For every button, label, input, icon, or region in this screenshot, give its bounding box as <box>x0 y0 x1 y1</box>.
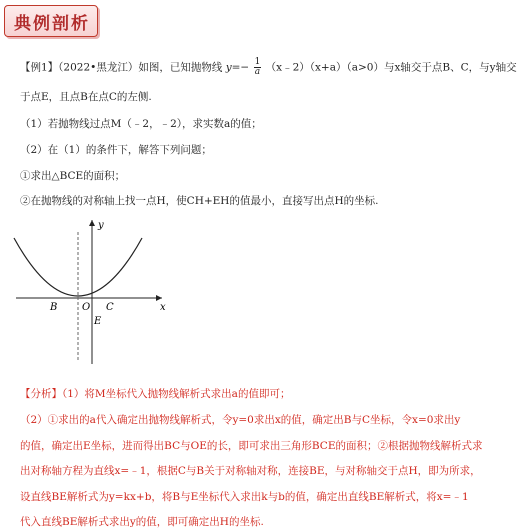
banner-title: 典例剖析 <box>14 14 90 34</box>
problem-line-2: 于点E，且点B在点C的左侧. <box>20 91 152 103</box>
fraction-denominator: a <box>254 67 261 77</box>
fraction-numerator: 1 <box>254 57 261 67</box>
question-2a: ①求出△BCE的面积； <box>20 170 126 182</box>
analysis-line-1: 【分析】（1）将M坐标代入抛物线解析式求出a的值即可； <box>20 388 291 400</box>
fraction <box>254 58 262 77</box>
analysis-line-2: （2）①求出的a代入确定出抛物线解析式，令y=0求出x的值，确定出B与C坐标，令x=0求出y <box>20 414 461 426</box>
x-axis-arrow <box>156 295 162 301</box>
label-y: y <box>98 220 104 231</box>
parabola-graph <box>10 214 170 366</box>
analysis-line-5: 设直线BE解析式为y=kx+b，将B与E坐标代入求出k与b的值，确定出直线BE解析式，将x=﹣1 <box>20 491 469 503</box>
problem-tag: 【例1】（2022•黑龙江）如图，已知抛物线 <box>20 61 223 74</box>
analysis-line-4: 出对称轴方程为直线x=﹣1，根据C与B关于对称轴对称，连接BE，与对称轴交于点H，即为所求， <box>20 465 481 477</box>
equation-rest: （x﹣2）（x+a）（a>0）与x轴交于点B、C，与y轴交 <box>265 61 517 74</box>
problem-statement <box>20 58 517 77</box>
question-2: （2）在（1）的条件下，解答下列问题； <box>20 144 212 156</box>
equation-y: y=− <box>225 61 250 74</box>
example-banner <box>4 5 98 37</box>
y-axis-arrow <box>89 220 95 226</box>
analysis-line-3: 的值，确定出E坐标，进而得出BC与OE的长，即可求出三角形BCE的面积；②根据抛物线解析式求 <box>20 440 483 452</box>
label-c: C <box>106 302 114 313</box>
analysis-line-6: 代入直线BE解析式求出y的值，即可确定出H的坐标. <box>20 516 264 528</box>
label-o: O <box>82 302 91 313</box>
label-x: x <box>160 302 166 313</box>
label-e: E <box>94 316 102 327</box>
question-1: （1）若抛物线过点M（﹣2，﹣2），求实数a的值； <box>20 118 262 130</box>
question-2b: ②在抛物线的对称轴上找一点H，使CH+EH的值最小，直接写出点H的坐标. <box>20 195 379 207</box>
label-b: B <box>50 302 58 313</box>
